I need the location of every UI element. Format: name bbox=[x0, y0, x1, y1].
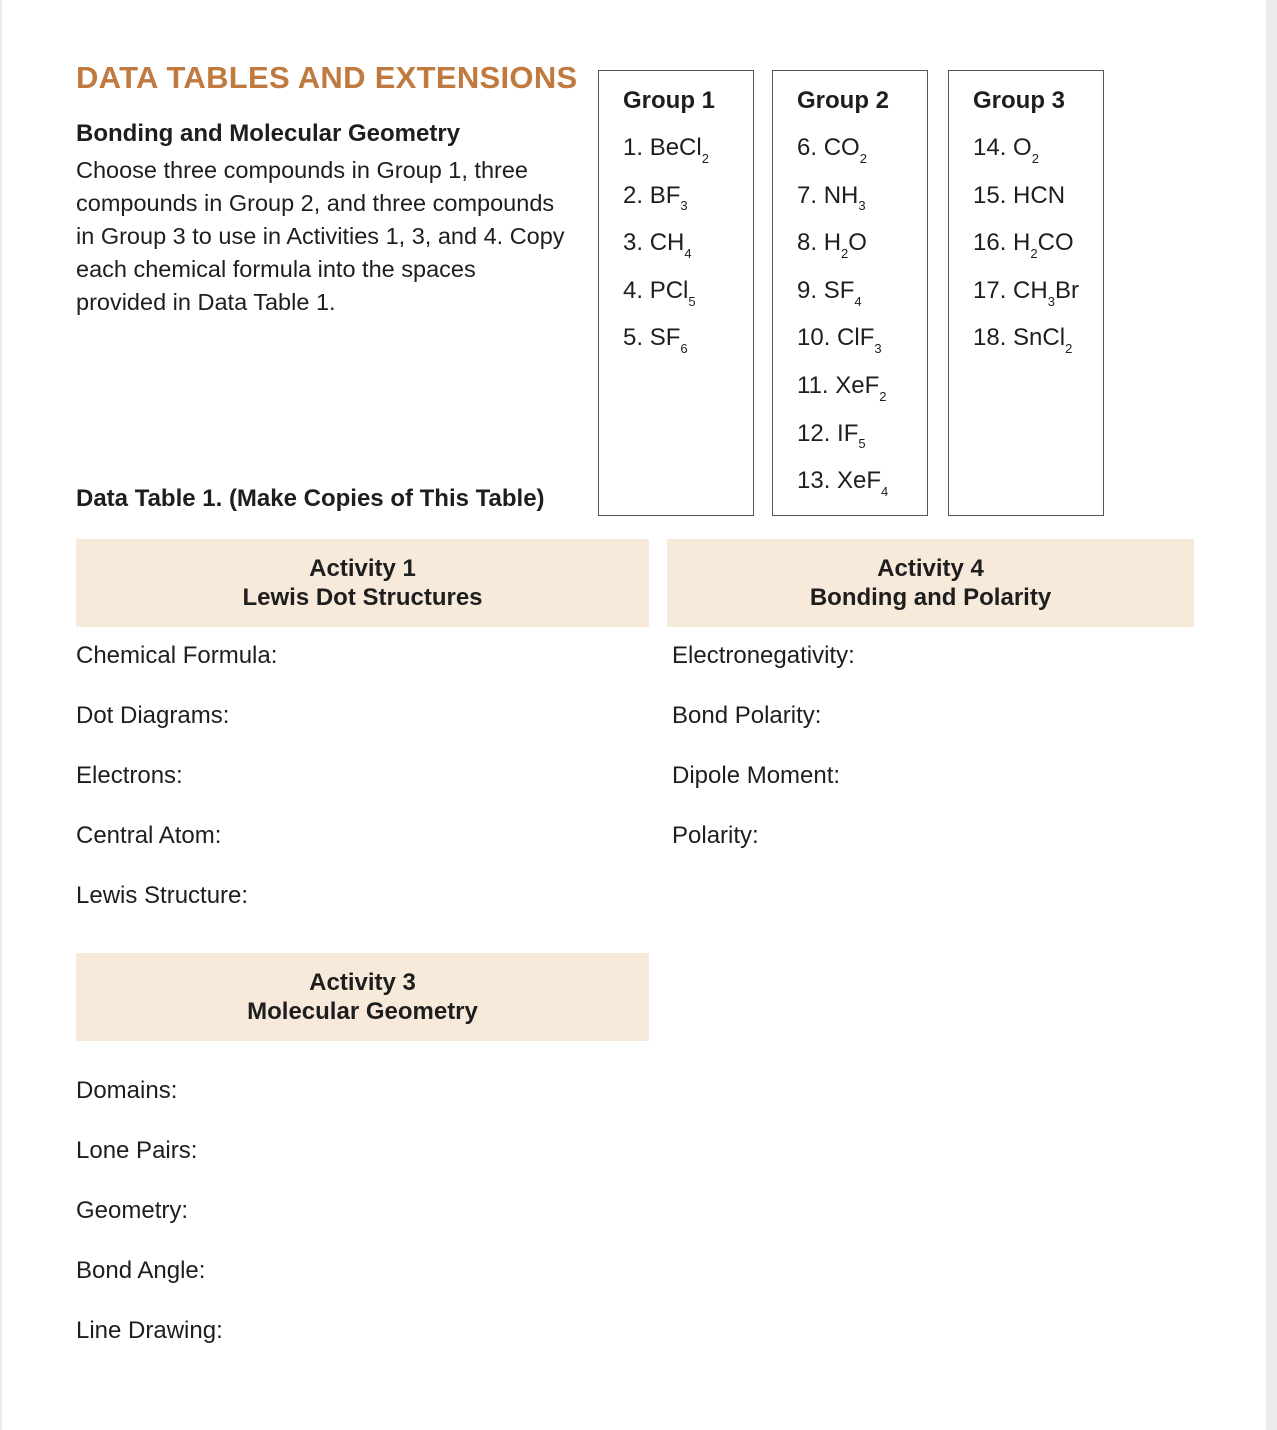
subscript: 5 bbox=[858, 436, 866, 452]
dot-diagrams-label: Dot Diagrams: bbox=[76, 702, 230, 729]
line-drawing-label: Line Drawing: bbox=[76, 1317, 223, 1344]
activity-1-title: Lewis Dot Structures bbox=[242, 584, 483, 611]
group-3-box bbox=[948, 70, 1104, 516]
compound-item: 12. $IF_5$ bbox=[797, 419, 866, 452]
activity-1-header bbox=[76, 539, 649, 627]
subscript: 3 bbox=[874, 341, 882, 357]
subscript: 3 bbox=[858, 198, 866, 214]
compound-item: 6. $CO_2$ bbox=[797, 134, 867, 166]
compound-item: 4. PCl$_5$ bbox=[623, 276, 696, 309]
group-3-list bbox=[973, 133, 1079, 371]
polarity-label: Polarity: bbox=[672, 822, 759, 849]
lewis-structure-label: Lewis Structure: bbox=[76, 882, 249, 909]
lone-pairs-label: Lone Pairs: bbox=[76, 1137, 198, 1164]
subscript: 4 bbox=[881, 483, 889, 499]
compound-item: 16. $H_2CO$ bbox=[973, 229, 1074, 261]
compound-item: 2. $BF_3$ bbox=[623, 181, 688, 214]
group-3-title: Group 3 bbox=[973, 87, 1066, 114]
activity-3-number: Activity 3 bbox=[309, 969, 416, 996]
compound-item: 9. $SF_4$ bbox=[797, 276, 862, 309]
dipole-moment-label: Dipole Moment: bbox=[672, 762, 841, 789]
compound-item: 3. $CH_4$ bbox=[623, 229, 692, 261]
group-2-box bbox=[772, 70, 928, 516]
group-2-list bbox=[797, 133, 888, 514]
activity-4-number: Activity 4 bbox=[877, 555, 984, 582]
subscript: 2 bbox=[1031, 150, 1039, 166]
subscript: 3 bbox=[680, 198, 688, 214]
electronegativity-label: Electronegativity: bbox=[672, 642, 855, 669]
section-heading: Bonding and Molecular Geometry bbox=[76, 120, 461, 147]
compound-item: 11. XeF$_2$ bbox=[797, 371, 887, 404]
page-title: DATA TABLES AND EXTENSIONS bbox=[76, 60, 578, 95]
group-1-title: Group 1 bbox=[623, 87, 716, 114]
subscript: 2 bbox=[859, 150, 867, 166]
subscript: 2 bbox=[841, 245, 849, 261]
geometry-label: Geometry: bbox=[76, 1197, 189, 1224]
group-1-box bbox=[598, 70, 754, 516]
activity-4-header bbox=[667, 539, 1194, 627]
compound-item: 17. $CH_3Br$ bbox=[973, 276, 1079, 309]
instructions-paragraph: Choose three compounds in Group 1, three compounds in Group 2, and three compounds in Group 3 to use in Activities 1, 3, and 4. Copy each chemical formula into the spaces provided in Data Table 1. bbox=[76, 157, 565, 315]
activity-3-header bbox=[76, 953, 649, 1041]
subscript: 2 bbox=[701, 150, 709, 166]
subscript: 2 bbox=[1065, 341, 1073, 357]
worksheet-page bbox=[2, 0, 1266, 1430]
compound-item: 14. $O_2$ bbox=[973, 134, 1039, 166]
central-atom-label: Central Atom: bbox=[76, 822, 222, 849]
activity-1-number: Activity 1 bbox=[309, 555, 416, 582]
group-2-title: Group 2 bbox=[797, 87, 890, 114]
compound-item: 10. ClF$_3$ bbox=[797, 324, 882, 357]
compound-item: 1. BeCl$_2$ bbox=[623, 134, 709, 166]
compound-item: 13. XeF$_4$ bbox=[797, 467, 889, 499]
chemical-formula-label: Chemical Formula: bbox=[76, 642, 278, 669]
activity-3-title: Molecular Geometry bbox=[247, 998, 478, 1025]
subscript: 5 bbox=[688, 293, 696, 309]
activity-4-title: Bonding and Polarity bbox=[809, 584, 1052, 611]
bond-polarity-label: Bond Polarity: bbox=[672, 702, 822, 729]
subscript: 2 bbox=[879, 388, 887, 404]
subscript: 6 bbox=[680, 341, 688, 357]
electrons-label: Electrons: bbox=[76, 762, 183, 789]
subscript: 4 bbox=[684, 245, 692, 261]
subscript: 3 bbox=[1047, 293, 1055, 309]
domains-label: Domains: bbox=[76, 1077, 178, 1104]
group-1-list bbox=[623, 133, 709, 371]
compound-item: 18. SnCl$_2$ bbox=[973, 324, 1073, 357]
subscript: 4 bbox=[854, 293, 862, 309]
compound-item: 15. HCN bbox=[973, 181, 1066, 209]
compound-item: 5. $SF_6$ bbox=[623, 324, 688, 357]
compound-item: 7. $NH_3$ bbox=[797, 181, 866, 214]
subscript: 2 bbox=[1030, 245, 1038, 261]
bond-angle-label: Bond Angle: bbox=[76, 1257, 206, 1284]
data-table-caption: Data Table 1. (Make Copies of This Table) bbox=[76, 485, 545, 512]
compound-item: 8. $H_2O$ bbox=[797, 229, 867, 261]
